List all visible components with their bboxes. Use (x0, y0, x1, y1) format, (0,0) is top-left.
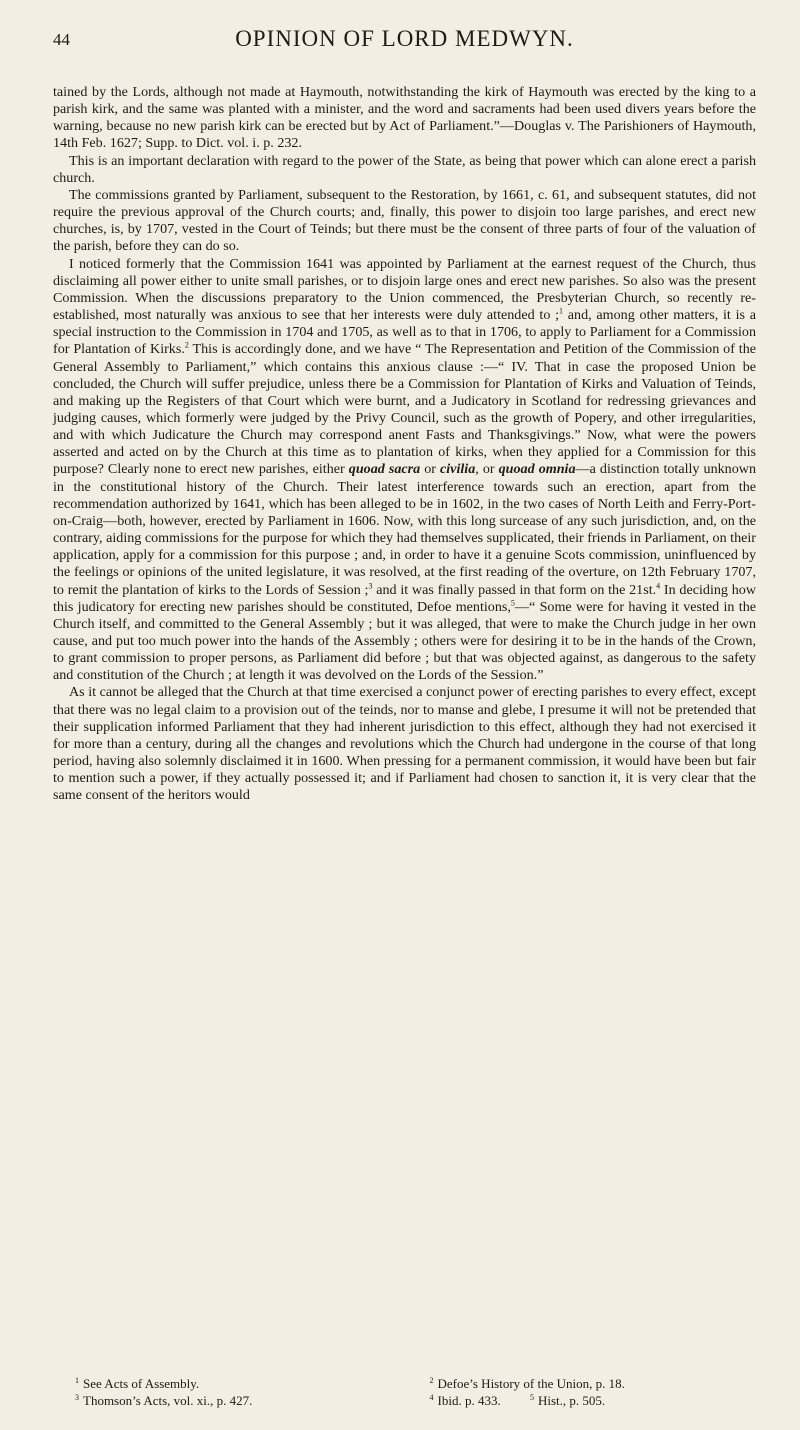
italic-phrase: civilia (440, 461, 476, 478)
page-header (53, 22, 756, 62)
paragraph (53, 84, 756, 153)
paragraph (53, 153, 756, 187)
page-number: 44 (53, 30, 70, 49)
footnote-ref: 1 (559, 306, 564, 316)
footnote-5: $^5$ Hist., p. 505. (529, 1392, 606, 1408)
text-run: The commissions granted by Parliament, subsequent to the Restoration, by 1661, c. 61, and subsequent statutes, did not require the previous approval of the Church courts; and, finally, this power to disjoin too large parishes, and erect new churches, is, by 1707, vested in the Court of Teinds; but there must be the consent of three parts of four of the valuation of the parish, before they can do so. (53, 186, 756, 255)
paragraph (53, 256, 756, 685)
text-run: This is accordingly done, and we have “ The Representation and Petition of the Commission of the General Assembly to Parliament,” which contains this anxious clause :—“ IV. That in case the proposed Union be concluded, the Church will suffer prejudice, unless there be a Commission for Plantation of Kirks and Valuation of Teinds, and making up the Registers of that Court which were burnt, and a Judicatory in Scotland for redressing grievances and judging causes, which formerly were judged by the Privy Council, such as the growth of Popery, and other irregularities, and with which Judicature the Church may correspond anent Fasts and Thanksgivings.” Now, what were the powers asserted and acted on by the Church at this time as to plantation of kirks, when they applied for a Commission for this purpose? Clearly none to erect new parishes, either (53, 341, 756, 478)
footnote-ref: 3 (368, 580, 373, 590)
text-run: —a distinction totally unknown in the constitutional history of the Church. Their latest interference towards such an erection, apart from the recommendation authorized by 1641, which has been alleged to be in 1602, in the two cases of North Leith and Ferry-Port-on-Craig—both, however, erected by Parliament in 1606. Now, with this long surcease of any such jurisdiction, and, on the contrary, aiding commissions for the purpose for which they had themselves supplicated, their friends in Parliament, on their application, apply for a commission for this purpose ; and, in order to have it a genuine Scots commission, uninfluenced by the feelings or opinions of the united legislature, it was resolved, at the first reading of the overture, on 12th February 1707, to remit the plantation of kirks to the Lords of Session ; (53, 461, 756, 598)
text-run: and, among other matters, it is a special instruction to the Commission in 1704 and 1705, as well as to that in 1706, to apply to Parliament for a Commission for Plantation of Kirks. (53, 307, 756, 358)
text-run: tained by the Lords, although not made at Haymouth, notwithstanding the kirk of Haymouth was erected by the king to a parish kirk, and the same was planted with a minister, and the word and sacraments had been used divers years before the warning, because no new parish kirk can be erected but by Act of Parliament.”—Douglas v. The Parishioners of Haymouth, 14th Feb. 1627; Supp. to Dict. vol. i. p. 232. (53, 84, 756, 152)
italic-phrase: quoad sacra (348, 461, 421, 478)
footnote-1: $^1$ See Acts of Assembly. (75, 1375, 200, 1391)
text-run: In deciding how this judicatory for erecting new parishes should be constituted, Defoe mentions, (53, 581, 756, 615)
paragraph (53, 187, 756, 256)
text-run: This is an important declaration with regard to the power of the State, as being that power which can alone erect a parish church. (53, 152, 756, 186)
text-run: or (420, 461, 441, 478)
italic-phrase: quoad omnia (498, 461, 576, 478)
footnote-4: $^4$ Ibid. p. 433. (429, 1392, 501, 1408)
book-page (0, 22, 800, 1430)
text-run: , or (475, 461, 499, 478)
footnote-4-5 (408, 1392, 741, 1409)
text-run: —“ Some were for having it vested in the Church itself, and committed to the General Assembly ; but it was alleged, that were to make the Church judge in her own cause, and put too much power into the hands of the Assembly ; others were for desiring it to be in the hands of the Crown, to grant commission to proper persons, as Parliament did before ; but that was objected against, as dangerous to the safety and constitution of the Church ; at length it was devolved on the Lords of the Session.” (53, 598, 756, 684)
footnote-3: $^3$ Thomson’s Acts, vol. xi., p. 427. (75, 1392, 253, 1408)
running-head: OPINION OF LORD MEDWYN. (235, 26, 574, 51)
footnote-ref: 4 (656, 580, 661, 590)
footnote-2: $^2$ Defoe’s History of the Union, p. 18. (429, 1375, 625, 1391)
footnote-ref: 5 (510, 598, 515, 607)
paragraph (53, 684, 756, 804)
text-run: and it was finally passed in that form on the 21st. (372, 581, 657, 598)
text-run: I noticed formerly that the Commission 1641 was appointed by Parliament at the earnest request of the Church, thus disclaiming all power either to unite small parishes, or to disjoin large ones and erect new parishes. So also was the present Commission. When the discussions preparatory to the Union commenced, the Presbyterian Church, so recently re-established, most naturally was anxious to see that her interests were duly attended to ; (53, 255, 756, 324)
footnotes (75, 1375, 740, 1409)
text-run: As it cannot be alleged that the Church at that time exercised a conjunct power of erecting parishes to every effect, except that there was no legal claim to a provision out of the teinds, nor to manse and glebe, I presume it will not be pretended that their supplication informed Parliament that they had inherent jurisdiction to this effect, although they had not exercised it for more than a century, during all the changes and revolutions which the Church had undergone in the course of that long period, having also solemnly disclaimed it in 1600. When pressing for a permanent commission, it would have been but fair to mention such a power, if they actually possessed it; and if Parliament had chosen to sanction it, it is very clear that the same consent of the heritors would (53, 684, 756, 804)
body-text (53, 84, 756, 805)
footnote-ref: 2 (184, 340, 189, 350)
